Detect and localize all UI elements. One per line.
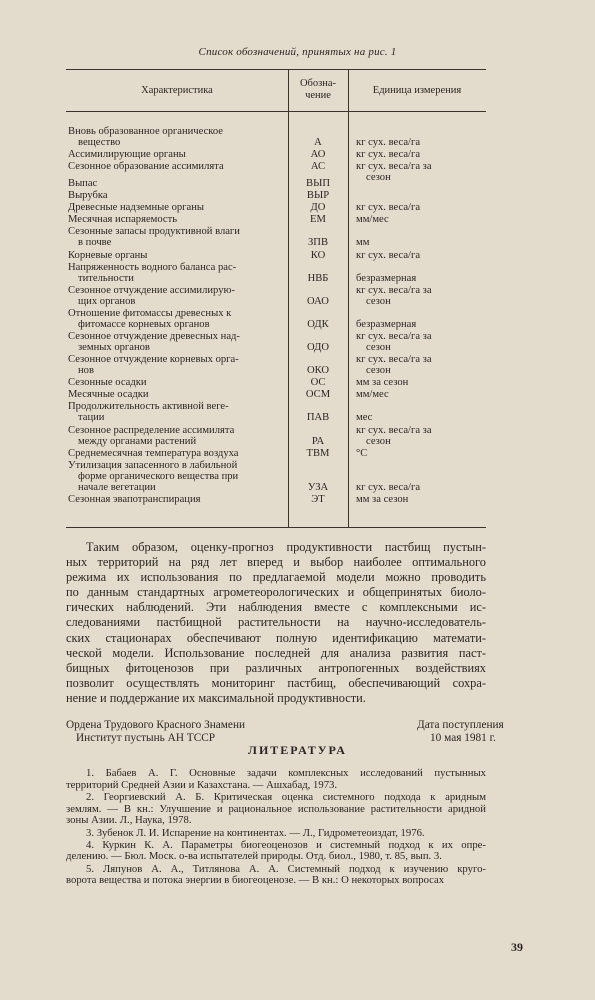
unit-cell (356, 273, 486, 284)
characteristic-text: Продолжительность активной веге- (68, 401, 229, 412)
unit-cell (356, 412, 486, 423)
symbol-cell: ТВМ (306, 448, 330, 459)
unit-text: мес (356, 412, 373, 423)
unit-text: сезон (366, 342, 391, 353)
symbol-cell: А (314, 137, 322, 148)
unit-text: мм/мес (356, 214, 389, 225)
characteristic-cell (68, 354, 286, 376)
unit-cell (356, 494, 486, 505)
characteristic-text: тации (78, 412, 105, 423)
characteristic-text: Сезонное отчуждение корневых орга- (68, 354, 239, 365)
characteristic-text: земных органов (78, 342, 150, 353)
characteristic-text: между органами растений (78, 436, 197, 447)
characteristic-text: форме органического вещества при (78, 471, 239, 482)
paragraph-line: нение и поддержание их максимальной продуктивности. (66, 690, 366, 705)
characteristic-text: Месячная испаряемость (68, 214, 178, 225)
characteristic-cell (68, 262, 286, 284)
unit-cell (356, 354, 486, 376)
characteristic-text: Сезонные осадки (68, 377, 147, 388)
characteristic-text: Древесные надземные органы (68, 202, 205, 213)
reference-line: территорий Средней Азии и Казахстана. — Ашхабад, 1973. (66, 778, 338, 791)
characteristic-text: Корневые органы (68, 250, 148, 261)
characteristic-text: нов (78, 365, 94, 376)
characteristic-cell (68, 214, 286, 225)
symbol-cell: ВЫР (306, 190, 330, 201)
header-unit: Единица измерения (372, 85, 462, 96)
symbol-cell: ОДО (307, 342, 329, 353)
table-divider-2 (348, 69, 349, 527)
characteristic-cell (68, 149, 286, 160)
header-symbol (288, 78, 348, 102)
unit-text: кг сух. веса/га за (356, 161, 432, 172)
unit-text: мм (356, 237, 370, 248)
unit-text: сезон (366, 172, 391, 183)
symbol-cell: ОС (310, 377, 326, 388)
paragraph-line: следованиями пастбищной растительности на научно-исследователь- (66, 615, 486, 630)
unit-cell (356, 237, 486, 248)
characteristic-text: Вырубка (68, 190, 108, 201)
characteristic-text: Месячные осадки (68, 389, 149, 400)
paragraph-line: бищных фитоценозов при различных антропогенных воздействиях (66, 660, 486, 675)
characteristic-text: фитомассе корневых органов (78, 319, 210, 330)
unit-cell (356, 137, 486, 148)
characteristic-cell (68, 494, 286, 505)
unit-text: безразмерная (356, 319, 417, 330)
received-label: Дата поступления (417, 719, 504, 731)
characteristic-cell (68, 308, 286, 330)
unit-cell (356, 482, 486, 493)
characteristic-text: Сезонное распределение ассимилята (68, 425, 235, 436)
paragraph-line: Таким образом, оценку-прогноз продуктивности пастбищ пустын- (86, 540, 486, 554)
table-divider-1 (288, 69, 289, 527)
symbol-cell: ОАО (307, 296, 329, 307)
symbol-cell: КО (310, 250, 326, 261)
characteristic-text: в почве (78, 237, 112, 248)
reference-line: 4. Куркин К. А. Параметры биогеоценозов и системный подход к их опре- (86, 838, 486, 851)
reference-line: ворота вещества и потока энергии в биогеоценозе. — В кн.: О некоторых вопросах (66, 874, 445, 887)
unit-text: кг сух. веса/га (356, 149, 421, 160)
unit-text: кг сух. веса/га (356, 202, 421, 213)
paragraph-line: ных территорий на ряд лет вперед и выбор наиболее оптимального (66, 555, 486, 570)
characteristic-cell (68, 460, 286, 493)
unit-cell (356, 331, 486, 353)
characteristic-text: Сезонное отчуждение ассимилирую- (68, 285, 235, 296)
reference-line: делению. — Бюл. Моск. о-ва испытателей природы. Отд. биол., 1980, т. 85, вып. 3. (66, 850, 442, 863)
unit-text: мм за сезон (356, 377, 409, 388)
characteristic-cell (68, 178, 286, 189)
unit-cell (356, 448, 486, 459)
symbol-cell: ОСМ (305, 389, 331, 400)
unit-text: кг сух. веса/га за (356, 331, 432, 342)
table-bottom-rule (66, 527, 486, 528)
reference-item (66, 768, 486, 791)
reference-line: 1. Бабаев А. Г. Основные задачи комплексных исследований пустынных (86, 767, 486, 779)
unit-cell (356, 285, 486, 307)
paragraph-line: позволит осуществлять мониторинг пастбищ, обеспечивающий сохра- (66, 675, 486, 690)
symbol-cell: ЗПВ (307, 237, 329, 248)
references-heading: ЛИТЕРАТУРА (248, 743, 347, 757)
table-top-rule (66, 69, 486, 70)
unit-cell (356, 319, 486, 330)
characteristic-cell (68, 285, 286, 307)
header-characteristic: Характеристика (141, 85, 213, 96)
symbol-cell: ВЫП (306, 178, 330, 189)
symbol-cell: ОДК (307, 319, 329, 330)
unit-text: сезон (366, 365, 391, 376)
characteristic-cell (68, 425, 286, 447)
header-symbol-line1: Обозна- (299, 78, 337, 89)
paragraph-line: ских стационарах обеспечивают полную идентификацию математи- (66, 630, 486, 645)
unit-text: °С (356, 448, 368, 459)
reference-line: землям. — В кн.: Улучшение и рациональное использование растительности аридной (66, 802, 486, 815)
characteristic-text: Утилизация запасенного в лабильной (68, 460, 238, 471)
characteristic-text: Отношение фитомассы древесных к (68, 308, 232, 319)
unit-cell (356, 389, 486, 400)
characteristic-text: вещество (78, 137, 121, 148)
characteristic-text: Ассимилирующие органы (68, 149, 186, 160)
paragraph-line: гических наблюдений. Эти наблюдения вместе с комплексными ис- (66, 600, 486, 615)
page-number: 39 (511, 940, 523, 954)
reference-item (66, 792, 486, 827)
characteristic-text: щих органов (78, 296, 136, 307)
unit-cell (356, 214, 486, 225)
header-symbol-line2: чение (305, 90, 331, 101)
unit-text: мм/мес (356, 389, 389, 400)
symbol-cell: ДО (310, 202, 326, 213)
received-info (403, 719, 523, 745)
characteristic-text: Сезонное образование ассимилята (68, 161, 224, 172)
symbol-cell: ЕМ (310, 214, 326, 225)
unit-text: кг сух. веса/га (356, 250, 421, 261)
characteristic-cell (68, 331, 286, 353)
characteristic-cell (68, 389, 286, 400)
characteristic-text: тительности (78, 273, 134, 284)
unit-cell (356, 202, 486, 213)
received-date: 10 мая 1981 г. (430, 732, 496, 744)
affiliation-line1: Ордена Трудового Красного Знамени (66, 719, 246, 731)
paragraph-line: режима их использования по предлагаемой модели можно проводить (66, 570, 486, 585)
paragraph-line: ческой модели. Использование последней для анализа развития паст- (66, 645, 486, 660)
symbol-cell: АО (310, 149, 326, 160)
characteristic-cell (68, 161, 286, 172)
unit-text: кг сух. веса/га за (356, 425, 432, 436)
characteristic-text: Сезонные запасы продуктивной влаги (68, 226, 240, 237)
symbol-cell: ОКО (306, 365, 330, 376)
symbol-cell: НВБ (307, 273, 329, 284)
unit-text: кг сух. веса/га (356, 482, 421, 493)
unit-cell (356, 425, 486, 447)
symbol-cell: УЗА (307, 482, 329, 493)
unit-text: кг сух. веса/га за (356, 354, 432, 365)
symbol-cell: ПАВ (306, 412, 330, 423)
characteristic-text: Среднемесячная температура воздуха (68, 448, 239, 459)
reference-line: 2. Георгиевский А. Б. Критическая оценка системного подхода к аридным (86, 790, 486, 803)
characteristic-cell (68, 226, 286, 248)
reference-item (66, 840, 486, 863)
characteristic-text: Сезонное отчуждение древесных над- (68, 331, 240, 342)
table-title: Список обозначений, принятых на рис. 1 (198, 46, 397, 58)
characteristic-text: Напряженность водного баланса рас- (68, 262, 237, 273)
unit-text: безразмерная (356, 273, 417, 284)
characteristic-text: начале вегетации (78, 482, 156, 493)
unit-text: мм за сезон (356, 494, 409, 505)
reference-line: 3. Зубенок Л. И. Испарение на континентах. — Л., Гидрометеоиздат, 1976. (86, 826, 425, 839)
unit-cell (356, 250, 486, 261)
reference-line: 5. Ляпунов А. А., Титлянова А. А. Системный подход к изучению круго- (86, 862, 486, 875)
reference-line: зоны Азии. Л., Наука, 1978. (66, 814, 192, 827)
characteristic-text: Вновь образованное органическое (68, 126, 224, 137)
unit-text: кг сух. веса/га (356, 137, 421, 148)
unit-cell (356, 377, 486, 388)
symbol-cell: РА (311, 436, 325, 447)
characteristic-cell (68, 377, 286, 388)
reference-item (66, 828, 486, 840)
characteristic-cell (68, 190, 286, 201)
characteristic-cell (68, 126, 286, 148)
characteristic-cell (68, 250, 286, 261)
symbol-cell: АС (310, 161, 326, 172)
symbol-cell: ЭТ (311, 494, 325, 505)
unit-text: сезон (366, 296, 391, 307)
unit-cell (356, 149, 486, 160)
conclusion-paragraph (66, 540, 486, 706)
affiliation-org (66, 719, 245, 745)
characteristic-cell (68, 202, 286, 213)
characteristic-text: Сезонная эвапотранспирация (68, 494, 201, 505)
paragraph-line: по данным стандартных агрометеорологических и общепринятых биоло- (66, 585, 486, 600)
characteristic-cell (68, 401, 286, 423)
characteristic-text: Выпас (68, 178, 98, 189)
affiliation-line2: Институт пустынь АН ТССР (76, 732, 216, 744)
table-header-rule (66, 111, 486, 112)
unit-text: сезон (366, 436, 391, 447)
reference-item (66, 864, 486, 887)
characteristic-cell (68, 448, 286, 459)
unit-text: кг сух. веса/га за (356, 285, 432, 296)
unit-cell (356, 161, 486, 183)
